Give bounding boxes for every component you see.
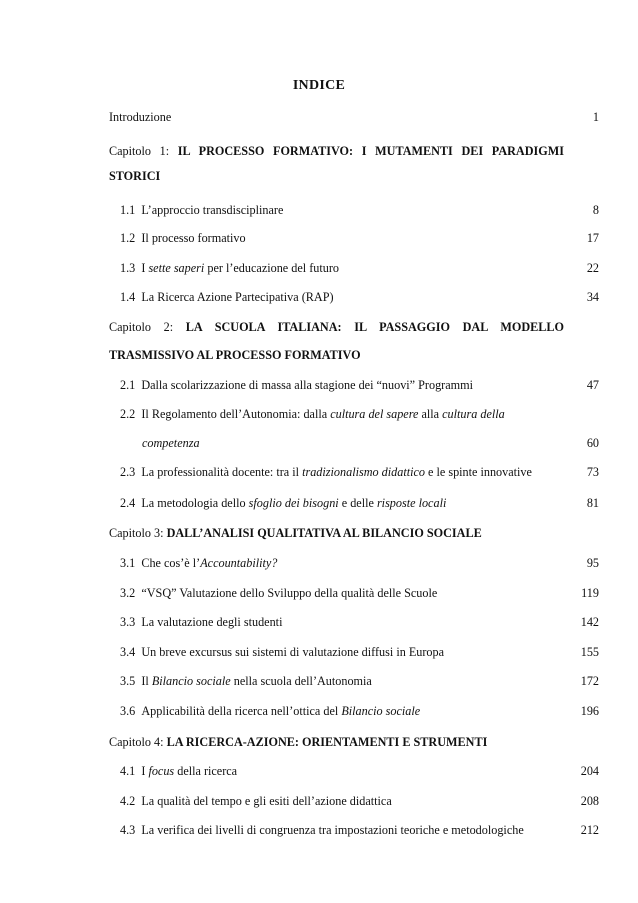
section-number: 2.2 [120, 407, 136, 421]
page-number: 212 [580, 823, 599, 837]
page-number: 95 [586, 556, 599, 570]
toc-entry-3-3[interactable] [120, 613, 599, 631]
toc-entry-3-4[interactable] [120, 643, 599, 661]
page-number: 172 [580, 674, 599, 688]
section-title: La Ricerca Azione Partecipativa (RAP) [141, 290, 334, 304]
section-number: 1.4 [120, 290, 136, 304]
page-number: 196 [580, 704, 599, 718]
section-number: 3.5 [120, 674, 136, 688]
section-title: Il Bilancio sociale nella scuola dell’Autonomia [141, 674, 372, 688]
toc-entry-3-2[interactable] [120, 584, 599, 602]
toc-entry-1-4[interactable] [120, 288, 599, 306]
toc-entry-2-3[interactable] [120, 463, 599, 481]
chapter-4-title: LA RICERCA-AZIONE: ORIENTAMENTI E STRUMENTI [166, 735, 488, 749]
chapter-2-heading[interactable] [109, 318, 599, 336]
section-number: 4.1 [120, 764, 136, 778]
toc-entry-1-1[interactable] [120, 201, 599, 219]
chapter-2-title-line1: Capitolo 2: LA SCUOLA ITALIANA: IL PASSAGGIO DAL MODELLO [109, 320, 564, 334]
section-title: Il processo formativo [141, 231, 246, 245]
page-number: 22 [586, 261, 599, 275]
page-number: 73 [586, 465, 599, 479]
section-number: 1.3 [120, 261, 136, 275]
section-title: Dalla scolarizzazione di massa alla stagione dei “nuovi” Programmi [141, 378, 473, 392]
page-number: 47 [586, 378, 599, 392]
section-title: La professionalità docente: tra il tradizionalismo didattico e le spinte innovative [141, 465, 532, 479]
section-number: 3.2 [120, 586, 136, 600]
entry-label: Introduzione [109, 110, 172, 124]
toc-entry-1-2[interactable] [120, 229, 599, 247]
section-title: L’approccio transdisciplinare [141, 203, 284, 217]
page-number: 60 [586, 436, 599, 450]
section-title: La qualità del tempo e gli esiti dell’azione didattica [141, 794, 392, 808]
section-title-cont: competenza [142, 436, 200, 450]
toc-entry-3-6[interactable] [120, 702, 599, 720]
toc-entry-3-5[interactable] [120, 672, 599, 690]
section-number: 2.4 [120, 496, 136, 510]
section-number: 1.1 [120, 203, 136, 217]
page-title: INDICE [292, 78, 346, 93]
page-number: 204 [580, 764, 599, 778]
section-number: 2.3 [120, 465, 136, 479]
section-number: 1.2 [120, 231, 136, 245]
toc-entry-4-2[interactable] [120, 792, 599, 810]
chapter-1-heading-cont [109, 167, 599, 185]
chapter-1-title-line1: Capitolo 1: IL PROCESSO FORMATIVO: I MUTAMENTI DEI PARADIGMI [109, 144, 565, 158]
chapter-1-heading[interactable] [109, 142, 599, 160]
section-number: 3.4 [120, 645, 136, 659]
chapter-2-title-line2: TRASMISSIVO AL PROCESSO FORMATIVO [109, 348, 361, 362]
toc-entry-2-2[interactable] [120, 405, 599, 423]
page-number: 34 [586, 290, 599, 304]
section-title: Un breve excursus sui sistemi di valutazione diffusi in Europa [141, 645, 445, 659]
section-number: 3.1 [120, 556, 136, 570]
section-number: 3.3 [120, 615, 136, 629]
page-number: 208 [580, 794, 599, 808]
page-number: 142 [580, 615, 599, 629]
toc-entry-introduzione[interactable] [109, 108, 599, 126]
section-title: I focus della ricerca [141, 764, 238, 778]
section-title: La valutazione degli studenti [141, 615, 283, 629]
section-title: La metodologia dello sfoglio dei bisogni e delle risposte locali [141, 496, 447, 510]
page-number: 155 [580, 645, 599, 659]
page-number: 81 [586, 496, 599, 510]
chapter-3-heading[interactable] [109, 524, 599, 542]
section-number: 4.2 [120, 794, 136, 808]
chapter-prefix: Capitolo 3: [109, 526, 164, 540]
toc-entry-1-3[interactable] [120, 259, 599, 277]
page-number: 8 [592, 203, 599, 217]
page-number: 17 [586, 231, 599, 245]
section-title: Il Regolamento dell’Autonomia: dalla cultura del sapere alla cultura della [141, 407, 505, 421]
page-number: 119 [581, 586, 599, 600]
toc-entry-2-2-cont[interactable] [142, 434, 599, 452]
chapter-1-title-line2: STORICI [109, 169, 161, 183]
section-number: 4.3 [120, 823, 136, 837]
toc-entry-2-1[interactable] [120, 376, 599, 394]
section-number: 3.6 [120, 704, 136, 718]
page-number: 1 [592, 110, 599, 124]
chapter-prefix: Capitolo 4: [109, 735, 164, 749]
section-title: La verifica dei livelli di congruenza tra impostazioni teoriche e metodologiche [141, 823, 524, 837]
toc-entry-4-3[interactable] [120, 821, 599, 839]
toc-entry-4-1[interactable] [120, 762, 599, 780]
section-title: Applicabilità della ricerca nell’ottica del Bilancio sociale [141, 704, 421, 718]
section-number: 2.1 [120, 378, 136, 392]
toc-entry-2-4[interactable] [120, 494, 599, 512]
section-title: I sette saperi per l’educazione del futuro [141, 261, 339, 275]
section-title: “VSQ” Valutazione dello Sviluppo della qualità delle Scuole [141, 586, 438, 600]
toc-entry-3-1[interactable] [120, 554, 599, 572]
chapter-3-title: DALL’ANALISI QUALITATIVA AL BILANCIO SOCIALE [166, 526, 482, 540]
section-title: Che cos’è l’Accountability? [141, 556, 278, 570]
chapter-2-heading-cont [109, 346, 599, 364]
chapter-4-heading[interactable] [109, 733, 599, 751]
